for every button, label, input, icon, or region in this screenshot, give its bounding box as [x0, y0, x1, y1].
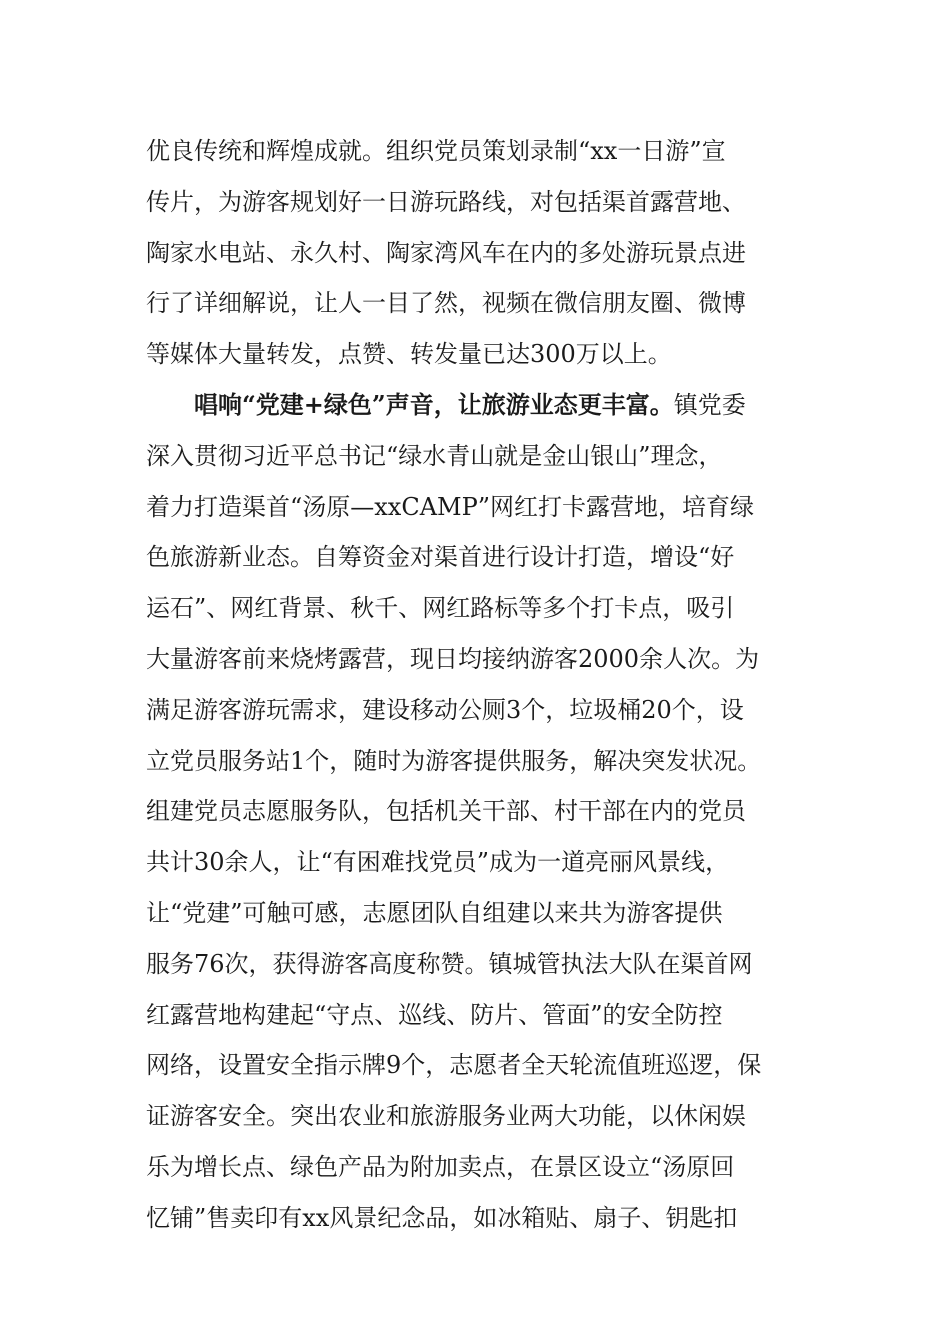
text-line: 网络，设置安全指示牌9个，志愿者全天轮流值班巡逻，保 [146, 1051, 762, 1080]
text-line: 证游客安全。突出农业和旅游服务业两大功能，以休闲娱 [146, 1102, 746, 1131]
text-run: 镇党委 [673, 390, 746, 419]
paragraph-heading: 唱响“党建+绿色”声音，让旅游业态更丰富。 [194, 389, 674, 419]
text-line: 色旅游新业态。自筹资金对渠首进行设计打造，增设“好 [146, 543, 735, 572]
text-line: 服务76次，获得游客高度称赞。镇城管执法大队在渠首网 [146, 949, 753, 978]
text-line: 等媒体大量转发，点赞、转发量已达300万以上。 [146, 340, 672, 369]
text-line: 共计30余人，让“有困难找党员”成为一道亮丽风景线， [146, 848, 730, 877]
text-line: 优良传统和辉煌成就。组织党员策划录制“xx一日游”宣 [146, 137, 726, 165]
text-line: 深入贯彻习近平总书记“绿水青山就是金山银山”理念， [146, 441, 723, 470]
text-line: 立党员服务站1个，随时为游客提供服务，解决突发状况。 [146, 746, 762, 775]
paragraph-heading-line [146, 380, 816, 431]
text-line: 陶家水电站、永久村、陶家湾风车在内的多处游玩景点进 [146, 238, 746, 267]
text-line: 让“党建”可触可感，志愿团队自组建以来共为游客提供 [146, 898, 723, 927]
text-line: 红露营地构建起“守点、巡线、防片、管面”的安全防控 [146, 1000, 723, 1029]
text-line: 传片，为游客规划好一日游玩路线，对包括渠首露营地、 [146, 187, 746, 216]
text-line: 行了详细解说，让人一目了然，视频在微信朋友圈、微博 [146, 289, 746, 318]
text-line: 忆铺”售卖印有xx风景纪念品，如冰箱贴、扇子、钥匙扣 [146, 1203, 738, 1232]
text-line: 组建党员志愿服务队，包括机关干部、村干部在内的党员 [146, 797, 746, 826]
text-line: 乐为增长点、绿色产品为附加卖点，在景区设立“汤原回 [146, 1152, 735, 1181]
text-line: 着力打造渠首“汤原—xxCAMP”网红打卡露营地，培育绿 [146, 492, 755, 521]
text-line: 满足游客游玩需求，建设移动公厕3个，垃圾桶20个，设 [146, 695, 744, 724]
document-body [146, 126, 816, 1244]
text-line: 运石”、网红背景、秋千、网红路标等多个打卡点，吸引 [146, 594, 735, 623]
text-line: 大量游客前来烧烤露营，现日均接纳游客2000余人次。为 [146, 644, 760, 673]
